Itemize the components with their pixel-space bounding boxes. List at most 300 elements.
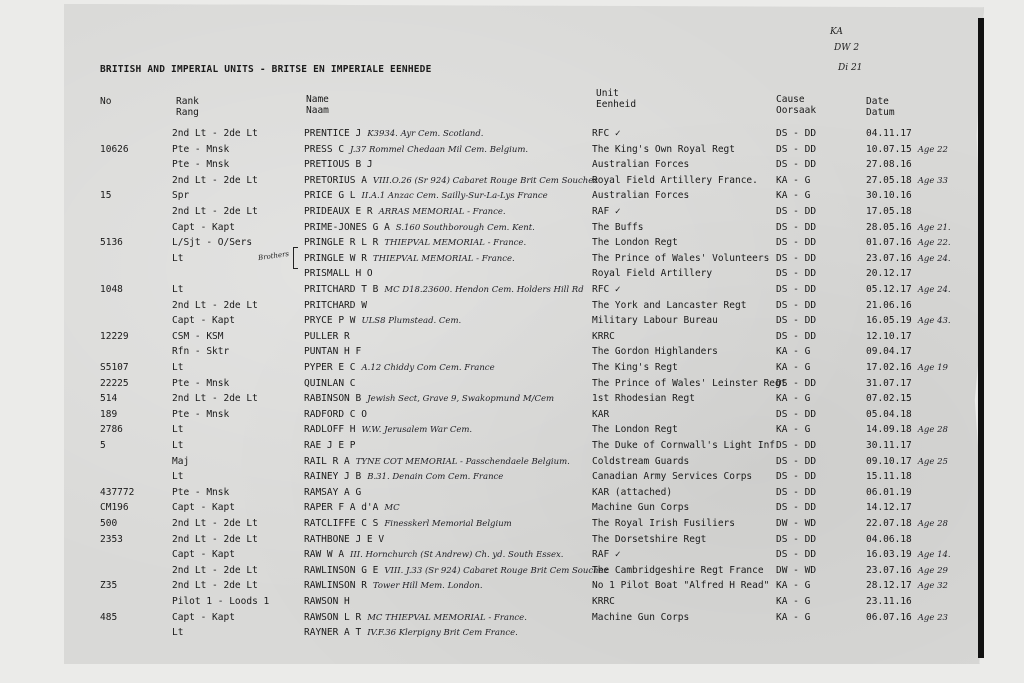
cell-unit — [592, 393, 695, 405]
cell-unit-text: 1st Rhodesian Regt — [592, 393, 695, 405]
cell-name — [304, 268, 379, 280]
cell-cause — [776, 253, 816, 265]
cell-name-text: PUNTAN H F — [304, 346, 362, 358]
cell-name — [304, 128, 483, 140]
cell-name-text: RAINEY J B — [304, 471, 362, 483]
cell-date-text: 17.05.18 — [866, 206, 912, 217]
cell-rank-text: 2nd Lt - 2de Lt — [172, 299, 258, 311]
cell-unit — [592, 565, 764, 577]
cell-unit-text: The London Regt — [592, 424, 678, 436]
cell-name-handwritten-note: W.W. Jerusalem War Cem. — [361, 425, 473, 436]
cell-name-handwritten-note: IV.F.36 Klerpigny Brit Cem France. — [367, 628, 518, 639]
cell-name-text: RAW W A — [304, 549, 345, 561]
cell-cause-text: DS - DD — [776, 533, 817, 545]
cell-date-text: 30.11.17 — [866, 440, 912, 451]
cell-cause — [776, 612, 810, 624]
cell-date-text: 09.10.17 — [866, 455, 912, 467]
cell-rank-text: Pte - Mnsk — [172, 377, 230, 389]
cell-cause — [776, 440, 816, 452]
cell-unit — [592, 456, 689, 468]
cell-no-text: 2353 — [100, 533, 123, 545]
cell-name — [304, 549, 564, 561]
cell-cause — [776, 346, 810, 358]
cell-name-text: PRETORIUS A — [304, 174, 367, 186]
cell-rank-text: Capt - Kapt — [172, 315, 235, 327]
cell-name — [304, 393, 554, 405]
cell-cause — [776, 190, 810, 202]
cell-date — [866, 284, 951, 296]
cell-unit-text: The Prince of Wales' Volunteers — [592, 252, 770, 264]
cell-name — [304, 409, 373, 421]
cell-date — [866, 549, 951, 561]
header-unit-en: Unit — [596, 88, 619, 99]
cell-name-text: RAWLINSON R — [304, 580, 367, 592]
cell-rank-text: 2nd Lt - 2de Lt — [172, 580, 258, 592]
cell-date — [866, 378, 918, 390]
cell-unit — [592, 284, 621, 296]
cell-cause — [776, 315, 816, 327]
cell-cause-text: DS - DD — [776, 143, 817, 155]
cell-name — [304, 471, 503, 483]
cell-name-handwritten-note: ARRAS MEMORIAL - France. — [378, 207, 506, 217]
cell-date-text: 04.11.17 — [866, 128, 912, 139]
cell-no — [100, 331, 129, 343]
cell-date — [866, 175, 948, 187]
cell-no — [100, 409, 117, 421]
cell-name-handwritten-note: Tower Hill Mem. London. — [372, 581, 483, 592]
cell-date — [866, 534, 918, 546]
cell-cause-text: DS - DD — [776, 206, 817, 217]
cell-date-text: 27.05.18 — [866, 174, 912, 186]
cell-name — [304, 362, 495, 374]
cell-rank — [172, 487, 229, 499]
cell-date — [866, 518, 948, 530]
cell-date-handwritten-note: Age 33 — [917, 175, 948, 186]
header-name-af: Naam — [306, 105, 329, 116]
cell-cause — [776, 549, 816, 561]
cell-unit — [592, 144, 735, 156]
cell-date-text: 01.07.16 — [866, 237, 912, 249]
cell-name — [304, 596, 356, 608]
cell-name-handwritten-note: Jewish Sect, Grave 9, Swakopmund M/Cem — [367, 394, 555, 405]
cell-name-text: PULLER R — [304, 330, 350, 342]
header-rank — [176, 96, 199, 118]
cell-date-text: 27.08.16 — [866, 159, 912, 171]
cell-date-handwritten-note: Age 28 — [917, 425, 948, 436]
cell-rank-text: Capt - Kapt — [172, 549, 235, 561]
cell-cause — [776, 409, 816, 421]
cell-name — [304, 315, 461, 327]
cell-no-text: S5107 — [100, 362, 129, 373]
cell-name-handwritten-note: MC D18.23600. Hendon Cem. Holders Hill Rd — [384, 285, 584, 295]
cell-cause-text: KA - G — [776, 174, 811, 186]
cell-name — [304, 456, 570, 468]
cell-cause — [776, 284, 816, 296]
cell-cause — [776, 144, 816, 156]
cell-unit — [592, 487, 672, 499]
cell-rank — [172, 596, 269, 608]
cell-name-text: RAPER F A d'A — [304, 502, 379, 514]
cell-cause — [776, 487, 816, 499]
cell-name-text: PYPER E C — [304, 362, 356, 373]
cell-no-text: 22225 — [100, 377, 129, 389]
cell-rank — [172, 175, 258, 187]
cell-unit — [592, 518, 735, 530]
cell-name-handwritten-note: MC THIEPVAL MEMORIAL - France. — [367, 612, 527, 623]
cell-unit — [592, 596, 615, 608]
cell-cause — [776, 580, 810, 592]
cell-unit — [592, 409, 609, 421]
cell-unit — [592, 440, 775, 452]
cell-date-text: 14.09.18 — [866, 424, 912, 436]
cell-date-text: 10.07.15 — [866, 143, 912, 155]
cell-cause — [776, 534, 816, 546]
cell-rank — [172, 534, 258, 546]
header-date-en: Date — [866, 96, 889, 107]
cell-name-text: PRITCHARD T B — [304, 284, 379, 295]
cell-unit-text: The York and Lancaster Regt — [592, 299, 747, 311]
cell-name — [304, 487, 367, 499]
cell-rank — [172, 253, 183, 265]
cell-date-text: 16.03.19 — [866, 549, 912, 561]
cell-rank — [172, 159, 229, 171]
cell-rank-text: Maj — [172, 455, 190, 467]
cell-unit — [592, 175, 758, 187]
cell-name-text: RAIL R A — [304, 455, 350, 467]
cell-unit — [592, 253, 769, 265]
cell-name-handwritten-note: MC — [384, 503, 400, 514]
cell-date-handwritten-note: Age 24. — [917, 285, 951, 295]
table-row — [0, 627, 1024, 645]
cell-name-text: RAYNER A T — [304, 627, 362, 639]
cell-rank — [172, 300, 258, 312]
brothers-annotation: Brothers — [257, 249, 290, 263]
cell-name-text: RABINSON B — [304, 393, 362, 405]
cell-cause-text: DS - DD — [776, 408, 817, 420]
cell-rank — [172, 346, 229, 358]
cell-rank-text: 2nd Lt - 2de Lt — [172, 533, 258, 545]
cell-cause-text: DS - DD — [776, 315, 817, 327]
cell-name — [304, 144, 528, 156]
cell-unit — [592, 222, 643, 234]
cell-name — [304, 159, 379, 171]
cell-cause-text: KA - G — [776, 611, 811, 623]
cell-cause — [776, 300, 816, 312]
cell-unit-text: Military Labour Bureau — [592, 315, 718, 327]
cell-unit — [592, 206, 621, 218]
cell-rank-text: Pte - Mnsk — [172, 486, 230, 498]
cell-no — [100, 378, 129, 390]
cell-rank-text: Lt — [172, 471, 184, 483]
cell-name-text: PRENTICE J — [304, 128, 362, 139]
cell-rank — [172, 128, 258, 140]
cell-rank — [172, 502, 235, 514]
cell-cause — [776, 518, 816, 530]
cell-unit — [592, 331, 615, 343]
cell-no-text: 500 — [100, 518, 118, 529]
cell-rank — [172, 440, 183, 452]
cell-cause-text: DS - DD — [776, 237, 817, 249]
cell-date-handwritten-note: Age 19 — [917, 363, 948, 373]
cell-date-text: 21.06.16 — [866, 299, 912, 311]
cell-date — [866, 159, 918, 171]
cell-date-text: 23.07.16 — [866, 252, 912, 264]
cell-unit-text: KAR (attached) — [592, 486, 673, 498]
header-unit-af: Eenheid — [596, 99, 637, 110]
cell-rank-text: Pte - Mnsk — [172, 408, 230, 420]
cell-cause-text: DS - DD — [776, 377, 817, 389]
cell-date — [866, 440, 918, 452]
cell-unit-text: RAF ✓ — [592, 549, 621, 561]
cell-cause — [776, 222, 816, 234]
cell-name-text: RADLOFF H — [304, 424, 356, 436]
cell-unit-text: Canadian Army Services Corps — [592, 471, 753, 483]
cell-rank-text: 2nd Lt - 2de Lt — [172, 206, 258, 217]
cell-rank — [172, 144, 229, 156]
cell-date — [866, 222, 951, 234]
cell-date-text: 23.07.16 — [866, 564, 912, 576]
cell-name — [304, 253, 515, 265]
cell-rank — [172, 612, 235, 624]
cell-unit — [592, 268, 712, 280]
cell-name-text: PRIME-JONES G A — [304, 221, 390, 233]
cell-rank-text: Pilot 1 - Loods 1 — [172, 596, 270, 607]
cell-cause-text: DS - DD — [776, 455, 817, 467]
corner-note-3: Di 21 — [838, 63, 863, 73]
cell-name — [304, 190, 548, 202]
cell-name-handwritten-note: J.37 Rommel Chedaan Mil Cem. Belgium. — [350, 144, 529, 155]
cell-name-handwritten-note: VIII. J.33 (Sr 924) Cabaret Rouge Brit Cem Souchez — [384, 565, 609, 576]
cell-unit-text: Machine Gun Corps — [592, 502, 690, 514]
cell-cause — [776, 362, 810, 374]
cell-rank — [172, 315, 235, 327]
cell-cause — [776, 393, 810, 405]
cell-rank — [172, 456, 189, 468]
cell-no — [100, 534, 123, 546]
cell-name-text: PRITCHARD W — [304, 299, 367, 311]
header-name-en: Name — [306, 94, 329, 105]
cell-name — [304, 237, 526, 249]
cell-name-handwritten-note: VIII.O.26 (Sr 924) Cabaret Rouge Brit Cem Souchez — [372, 175, 598, 186]
cell-unit-text: KRRC — [592, 596, 615, 607]
cell-cause — [776, 268, 816, 280]
cell-rank — [172, 222, 235, 234]
cell-unit — [592, 346, 718, 358]
cell-date — [866, 565, 948, 577]
cell-name-handwritten-note: THIEPVAL MEMORIAL - France. — [384, 238, 527, 249]
cell-name-text: PRESS C — [304, 143, 345, 155]
header-rank-en: Rank — [176, 96, 199, 107]
header-name — [306, 94, 329, 116]
cell-date-text: 20.12.17 — [866, 268, 912, 280]
cell-no — [100, 362, 129, 374]
cell-date — [866, 315, 951, 327]
cell-name-handwritten-note: ULS8 Plumstead. Cem. — [361, 316, 462, 327]
cell-name — [304, 284, 584, 296]
cell-date-handwritten-note: Age 29 — [917, 565, 948, 576]
header-unit — [596, 88, 636, 110]
cell-name-handwritten-note: S.160 Southborough Cem. Kent. — [395, 222, 535, 233]
cell-date — [866, 424, 948, 436]
cell-date-text: 28.05.16 — [866, 221, 912, 233]
cell-date-handwritten-note: Age 24. — [917, 253, 951, 264]
cell-date-handwritten-note: Age 43. — [917, 316, 951, 327]
cell-rank — [172, 190, 189, 202]
cell-cause-text: DW - WD — [776, 564, 817, 576]
cell-date — [866, 471, 918, 483]
cell-unit-text: RAF ✓ — [592, 206, 621, 217]
cell-name-text: RAMSAY A G — [304, 486, 362, 498]
cell-no — [100, 580, 117, 592]
cell-unit-text: The King's Own Royal Regt — [592, 143, 735, 155]
cell-rank — [172, 549, 235, 561]
corner-note-2: DW 2 — [834, 43, 860, 53]
cell-unit — [592, 315, 718, 327]
cell-unit — [592, 378, 786, 390]
cell-unit-text: RFC ✓ — [592, 284, 621, 295]
cell-name — [304, 331, 356, 343]
cell-date-text: 05.04.18 — [866, 408, 912, 420]
cell-rank-text: Pte - Mnsk — [172, 159, 230, 171]
cell-name-text: PRIDEAUX E R — [304, 206, 373, 217]
cell-cause-text: KA - G — [776, 596, 811, 607]
cell-name-text: RAWSON L R — [304, 611, 362, 623]
cell-unit — [592, 534, 706, 546]
cell-cause — [776, 456, 816, 468]
cell-name-handwritten-note: A.12 Chiddy Com Cem. France — [361, 363, 495, 373]
cell-unit-text: KAR — [592, 408, 610, 420]
cell-cause-text: KA - G — [776, 393, 811, 405]
cell-no-text: 5 — [100, 440, 106, 451]
cell-cause-text: DS - DD — [776, 252, 817, 264]
cell-date-text: 17.02.16 — [866, 362, 912, 373]
cell-date-text: 23.11.16 — [866, 596, 912, 607]
cell-cause — [776, 237, 816, 249]
cell-rank-text: Capt - Kapt — [172, 611, 235, 623]
cell-date-handwritten-note: Age 21. — [917, 222, 951, 233]
cell-rank-text: Capt - Kapt — [172, 221, 235, 233]
cell-date — [866, 128, 918, 140]
cell-name-text: RATHBONE J E V — [304, 533, 385, 545]
cell-date — [866, 144, 948, 156]
cell-rank-text: 2nd Lt - 2de Lt — [172, 518, 258, 529]
cell-no — [100, 190, 111, 202]
cell-cause-text: KA - G — [776, 424, 811, 436]
header-date-af: Datum — [866, 107, 895, 118]
cell-name-text: RAWLINSON G E — [304, 564, 379, 576]
cell-date-text: 28.12.17 — [866, 580, 912, 592]
cell-name-text: RATCLIFFE C S — [304, 518, 379, 529]
cell-no — [100, 487, 134, 499]
cell-no-text: 10626 — [100, 143, 129, 155]
cell-date-handwritten-note: Age 32 — [917, 581, 948, 592]
cell-unit-text: The Gordon Highlanders — [592, 346, 718, 358]
cell-no-text: 12229 — [100, 330, 129, 342]
cell-cause-text: DS - DD — [776, 299, 817, 311]
cell-cause — [776, 471, 816, 483]
cell-unit — [592, 502, 689, 514]
cell-date-text: 06.01.19 — [866, 486, 912, 498]
corner-note-1: KA — [830, 27, 843, 37]
cell-rank-text: 2nd Lt - 2de Lt — [172, 564, 258, 576]
cell-date-handwritten-note: Age 23 — [917, 612, 948, 623]
cell-rank — [172, 378, 229, 390]
cell-date — [866, 612, 948, 624]
cell-rank-text: Lt — [172, 440, 184, 451]
cell-name-handwritten-note: Finesskerl Memorial Belgium — [384, 519, 512, 529]
cell-no — [100, 502, 129, 514]
cell-cause-text: DS - DD — [776, 159, 817, 171]
cell-name-text: PRETIOUS B J — [304, 159, 373, 171]
cell-rank-text: 2nd Lt - 2de Lt — [172, 128, 258, 139]
cell-date-handwritten-note: Age 14. — [917, 550, 951, 561]
cell-unit-text: No 1 Pilot Boat "Alfred H Read" — [592, 580, 770, 592]
cell-date — [866, 346, 918, 358]
cell-rank — [172, 409, 229, 421]
cell-name — [304, 627, 518, 639]
cell-rank-text: Spr — [172, 190, 190, 202]
cell-date — [866, 206, 918, 218]
cell-unit-text: The Buffs — [592, 221, 644, 233]
cell-unit-text: Australian Forces — [592, 159, 690, 171]
cell-unit-text: Coldstream Guards — [592, 455, 690, 467]
cell-unit-text: RFC ✓ — [592, 128, 621, 139]
cell-name — [304, 580, 483, 592]
cell-unit — [592, 471, 752, 483]
cell-unit — [592, 549, 621, 561]
cell-name — [304, 346, 367, 358]
cell-date-text: 04.06.18 — [866, 533, 912, 545]
cell-unit — [592, 612, 689, 624]
cell-name-text: PRICE G L — [304, 190, 356, 202]
document-title: BRITISH AND IMPERIAL UNITS - BRITSE EN IMPERIALE EENHEDE — [100, 64, 432, 75]
cell-date-text: 31.07.17 — [866, 377, 912, 389]
cell-unit — [592, 424, 678, 436]
cell-date — [866, 331, 918, 343]
cell-name — [304, 518, 512, 530]
header-no: No — [100, 96, 112, 107]
cell-no-text: Z35 — [100, 580, 118, 592]
cell-unit-text: The London Regt — [592, 237, 678, 249]
header-cause-af: Oorsaak — [776, 105, 817, 116]
cell-rank — [172, 424, 183, 436]
cell-cause — [776, 128, 816, 140]
cell-cause-text: DS - DD — [776, 330, 817, 342]
cell-no-text: 189 — [100, 408, 118, 420]
cell-no-text: 15 — [100, 190, 112, 202]
cell-cause — [776, 175, 810, 187]
cell-rank — [172, 565, 258, 577]
cell-no-text: 1048 — [100, 284, 123, 295]
cell-date — [866, 300, 918, 312]
cell-cause-text: DS - DD — [776, 440, 817, 451]
cell-cause-text: KA - G — [776, 580, 811, 592]
cell-date — [866, 580, 948, 592]
cell-date-text: 05.12.17 — [866, 284, 912, 295]
cell-no — [100, 284, 123, 296]
cell-name-text: RAWSON H — [304, 596, 350, 607]
cell-cause-text: DW - WD — [776, 518, 817, 529]
cell-rank-text: Lt — [172, 252, 184, 264]
cell-date — [866, 596, 918, 608]
cell-rank — [172, 362, 183, 374]
cell-date — [866, 237, 951, 249]
cell-rank-text: 2nd Lt - 2de Lt — [172, 393, 258, 405]
header-cause-en: Cause — [776, 94, 805, 105]
cell-rank-text: Capt - Kapt — [172, 502, 235, 514]
cell-date-handwritten-note: Age 22 — [917, 144, 948, 155]
header-rank-af: Rang — [176, 107, 199, 118]
